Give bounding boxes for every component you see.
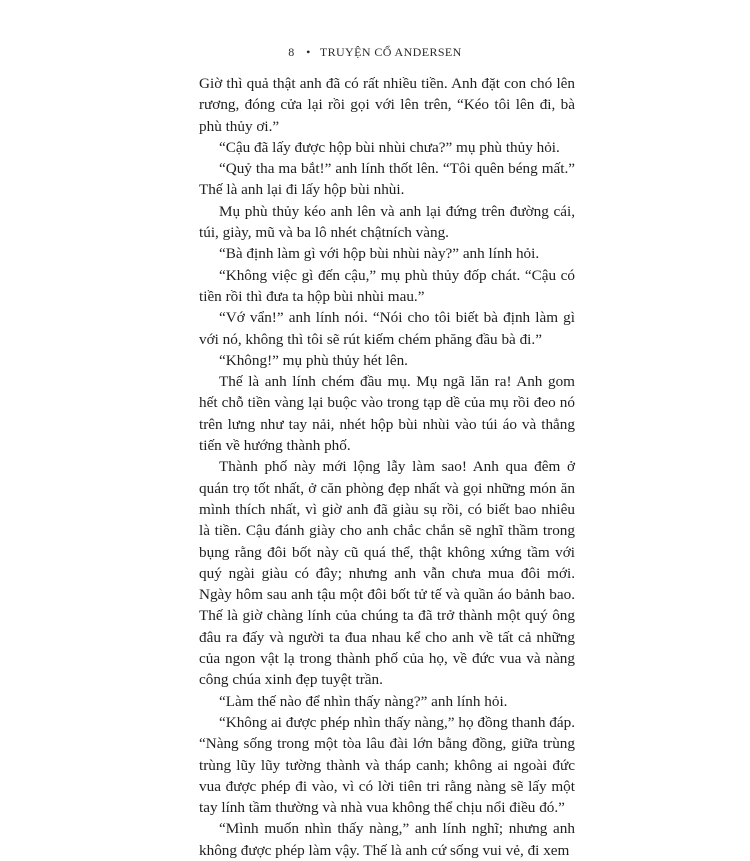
paragraph: Thành phố này mới lộng lẫy làm sao! Anh qua đêm ở quán trọ tốt nhất, ở căn phòng đẹp nhất và gọi những món ăn mình thích nhất, vì giờ anh đã giàu sụ rồi, có biết bao nhiêu là tiền. Cậu đánh giày cho anh chắc chắn sẽ nghĩ thầm trong bụng rằng đôi bốt này cũ quá thể, thật không xứng tầm với quý ngài giàu có đây; nhưng anh vẫn chưa mua đôi mới. Ngày hôm sau anh tậu một đôi bốt tử tế và quần áo bảnh bao. Thế là giờ chàng lính của chúng ta đã trở thành một quý ông đâu ra đấy và người ta đua nhau kể cho anh về tất cả những của ngon vật lạ trong thành phố của họ, về đức vua và nàng công chúa xinh đẹp tuyệt trần. xyxy=(199,458,575,689)
paragraph: “Quỷ tha ma bắt!” anh lính thốt lên. “Tôi quên béng mất.” Thế là anh lại đi lấy hộp bùi nhùi. xyxy=(199,160,575,199)
paragraph: “Không!” mụ phù thủy hét lên. xyxy=(219,351,408,369)
running-header xyxy=(0,45,750,60)
page-number: 8 xyxy=(288,45,295,59)
paragraph: Giờ thì quả thật anh đã có rất nhiều tiền. Anh đặt con chó lên rương, đóng cửa lại rồi gọi với lên trên, “Kéo tôi lên đi, bà phù thủy ơi.” xyxy=(199,75,575,135)
paragraph: “Làm thế nào để nhìn thấy nàng?” anh lính hỏi. xyxy=(219,692,508,710)
paragraph: Mụ phù thủy kéo anh lên và anh lại đứng trên đường cái, túi, giày, mũ và ba lô nhét chậtních vàng. xyxy=(199,202,575,242)
paragraph: “Cậu đã lấy được hộp bùi nhùi chưa?” mụ phù thủy hỏi. xyxy=(219,138,560,156)
paragraph: “Bà định làm gì với hộp bùi nhùi này?” anh lính hỏi. xyxy=(219,245,540,263)
header-separator: • xyxy=(306,45,311,59)
paragraph: “Không ai được phép nhìn thấy nàng,” họ đồng thanh đáp. “Nàng sống trong một tòa lâu đài lớn bằng đồng, giữa trùng trùng lũy lũy tường thành và tháp canh; không ai ngoài đức vua được phép đi vào, vì có lời tiên tri rằng nàng sẽ lấy một tay lính tầm thường và nhà vua không thể chịu nổi điều đó.” xyxy=(199,713,575,817)
paragraph: “Vớ vẩn!” anh lính nói. “Nói cho tôi biết bà định làm gì với nó, không thì tôi sẽ rút kiếm chém phăng đầu bà đi.” xyxy=(199,309,575,348)
book-title: TRUYỆN CỔ ANDERSEN xyxy=(319,45,462,59)
show-through-shadow xyxy=(380,720,580,750)
paragraph: “Không việc gì đến cậu,” mụ phù thủy đốp chát. “Cậu có tiền rồi thì đưa ta hộp bùi nhùi mau.” xyxy=(199,266,575,305)
paragraph: “Mình muốn nhìn thấy nàng,” anh lính nghĩ; nhưng anh không được phép làm vậy. Thế là anh cứ sống vui vẻ, đi xem xyxy=(199,820,575,859)
paragraph: Thế là anh lính chém đầu mụ. Mụ ngã lăn ra! Anh gom hết chỗ tiền vàng lại buộc vào trong tạp dề của mụ rồi đeo nó trên lưng như tay nải, nhét hộp bùi nhùi vào túi áo và thẳng tiến về hướng thành phố. xyxy=(199,373,575,455)
